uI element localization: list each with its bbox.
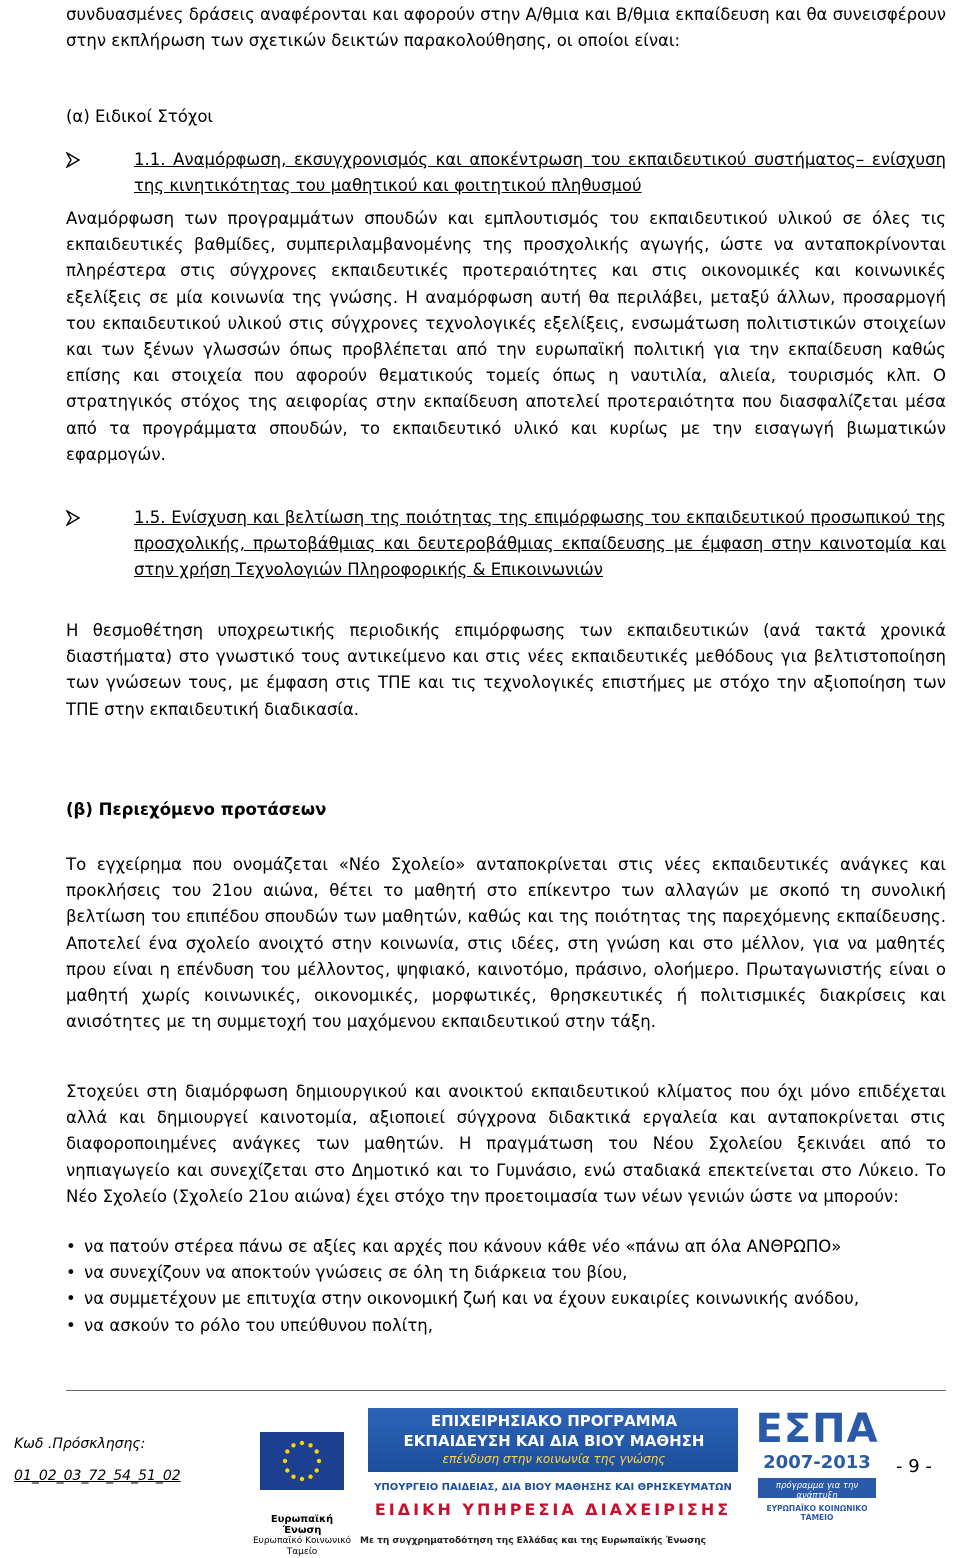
page-footer: [0, 1392, 960, 1558]
bullet-item-1-1: [66, 147, 946, 201]
ministry-name: ΥΠΟΥΡΓΕΙΟ ΠΑΙΔΕΙΑΣ, ΔΙΑ ΒΙΟΥ ΜΑΘΗΣΗΣ ΚΑΙ ΘΡΗΣΚΕΥΜΑΤΩΝ: [374, 1482, 732, 1493]
arrow-bullet-icon: [66, 505, 86, 534]
espa-years: 2007-2013: [763, 1452, 871, 1473]
eu-caption-subtitle: Ευρωπαϊκό Κοινωνικό Ταμείο: [252, 1536, 352, 1557]
list-item: • να πατούν στέρεα πάνω σε αξίες και αρχές που κάνουν κάθε νέο «πάνω απ όλα ΑΝΘΡΩΠΟ»: [66, 1234, 946, 1260]
cofunding-note: Με τη συγχρηματοδότηση της Ελλάδας και της Ευρωπαϊκής Ένωσης: [360, 1536, 706, 1546]
paragraph-goals: Στοχεύει στη διαμόρφωση δημιουργικού και ανοικτού εκπαιδευτικού κλίματος που όχι μόνο επιδέχεται αλλά και δημιουργεί καινοτομία, αξιοποιεί σύγχρονα διδακτικά εργαλεία και ανταποκρίνεται στις διαφοροποιημένες ανάγκες των μαθητών. Η πραγμάτωση του Νέου Σχολείου ξεκινάει από το νηπιαγωγείο και συνεχίζεται στο Δημοτικό και το Γυμνάσιο, ενώ σταδιακά επεκτείνεται στο Λύκειο. Το Νέο Σχολείο (Σχολείο 21ου αιώνα) έχει στόχο την προετοιμασία των νέων γενιών ώστε να μπορούν:: [66, 1082, 946, 1206]
bullet-2-text: 1.5. Ενίσχυση και βελτίωση της ποιότητας της επιμόρφωσης του εκπαιδευτικού προσωπικού της προσχολικής, πρωτοβάθμιας και δευτεροβάθμιας εκπαίδευσης με έμφαση στην καινοτομία και στην χρήση Τεχνολογιών Πληροφορικής & Επικοινωνιών: [134, 508, 946, 580]
eu-caption-title: Ευρωπαϊκή Ένωση: [270, 1514, 334, 1536]
list-item: • να συνεχίζουν να αποκτούν γνώσεις σε όλη τη διάρκεια του βίου,: [66, 1260, 946, 1286]
espa-title: ΕΣΠΑ: [755, 1406, 879, 1452]
eu-caption: [252, 1514, 352, 1558]
list-item: • να συμμετέχουν με επιτυχία στην οικονομική ζωή και να έχουν ευκαιρίες κοινωνικής ανόδου,: [66, 1286, 946, 1312]
call-code-label: Κωδ .Πρόσκλησης:: [14, 1436, 146, 1452]
arrow-bullet-icon: [66, 147, 86, 176]
paragraph-curriculum: Αναμόρφωση των προγραμμάτων σπουδών και εμπλουτισμός του εκπαιδευτικού υλικού σε όλες τις εκπαιδευτικές βαθμίδες, συμπεριλαμβανομένης της προσχολικής αγωγής, ώστε να ανταποκρίνονται πληρέστερα στις σύγχρονες εκπαιδευτικές προτεραιότητες και στις οικονομικές και κοινωνικές εξελίξεις σε μία κοινωνία της γνώσης. Η αναμόρφωση αυτή θα περιλάβει, μεταξύ άλλων, προσαρμογή του εκπαιδευτικού υλικού στις σύγχρονες τεχνολογικές εξελίξεις, ενσωμάτωση πολιτιστικών στοιχείων και των ξένων γλωσσών όπως προβλέπεται από την ευρωπαϊκή πολιτική για την εκπαίδευση καθώς επίσης και στοιχεία που αφορούν θεματικούς τομείς όπως η ναυτιλία, αλιεία, τουρισμός κλπ. Ο στρατηγικός στόχος της αειφορίας στην εκπαίδευση αποτελεί προτεραιότητα που διασφαλίζεται μέσα από τα προγράμματα σπουδών, το εκπαιδευτικό υλικό και κυρίως με την εισαγωγή βιωματικών εφαρμογών.: [66, 209, 946, 464]
paragraph-training: Η θεσμοθέτηση υποχρεωτικής περιοδικής επιμόρφωσης των εκπαιδευτικών (ανά τακτά χρονικά διαστήματα) στο γνωστικό τους αντικείμενο και στις νέες εκπαιδευτικές μεθόδους για βελτιστοποίηση των γνώσεων τους, με έμφαση στις ΤΠΕ και τις τεχνολογικές επιστήμες με στόχο την αξιοποίηση των ΤΠΕ στην εκπαιδευτική διαδικασία.: [66, 621, 946, 719]
program-logo: [368, 1402, 738, 1527]
program-slogan: επένδυση στην κοινωνία της γνώσης: [442, 1452, 666, 1466]
bullet-item-1-5: [66, 505, 946, 615]
eu-flag-logo: [252, 1414, 352, 1514]
footer-divider: [66, 1390, 946, 1391]
espa-fund: ΕΥΡΩΠΑΪΚΟ ΚΟΙΝΩΝΙΚΟ ΤΑΜΕΙΟ: [766, 1504, 868, 1522]
heading-specific-goals: (α) Ειδικοί Στόχοι: [66, 107, 213, 126]
managing-authority-name: ΕΙΔΙΚΗ ΥΠΗΡΕΣΙΑ ΔΙΑΧΕΙΡΙΣΗΣ: [374, 1500, 732, 1519]
espa-slogan: πρόγραμμα για την ανάπτυξη: [775, 1481, 859, 1501]
program-title-line2: ΕΚΠΑΙΔΕΥΣΗ ΚΑΙ ΔΙΑ ΒΙΟΥ ΜΑΘΗΣΗ: [403, 1432, 705, 1450]
heading-proposal-content: (β) Περιεχόμενο προτάσεων: [66, 800, 327, 819]
espa-logo: [752, 1406, 882, 1526]
goals-list: [66, 1234, 946, 1339]
intro-paragraph: συνδυασμένες δράσεις αναφέρονται και αφορούν στην Α/θμια και Β/θμια εκπαίδευση και θα συνεισφέρουν στην εκπλήρωση των σχετικών δεικτών παρακολούθησης, οι οποίοι είναι:: [66, 5, 946, 51]
paragraph-new-school: Το εγχείρημα που ονομάζεται «Νέο Σχολείο» ανταποκρίνεται στις νέες εκπαιδευτικές ανάγκες και προκλήσεις του 21ου αιώνα, θέτει το μαθητή στο επίκεντρο των αλλαγών με σκοπό τη συνολική βελτίωση του επιπέδου σπουδών των μαθητών, καθώς και της ποιότητας της παρεχόμενης εκπαίδευσης. Αποτελεί ένα σχολείο ανοιχτό στην κοινωνία, στις ιδέες, στη γνώση και στο μέλλον, για να μαθητές πρου είναι η επένδυση του μέλλοντος, ψηφιακό, καινοτόμο, πράσινο, ολοήμερο. Πρωταγωνιστής είναι ο μαθητή χωρίς κοινωνικές, οικονομικές, μορφωτικές, θρησκευτικές ή πολιτισμικές διακρίσεις και ανισότητες με τη συμμετοχή του μαχόμενου εκπαιδευτικού στην τάξη.: [66, 855, 946, 1032]
list-item: • να ασκούν το ρόλο του υπεύθυνου πολίτη,: [66, 1313, 946, 1339]
page-number: - 9 -: [896, 1456, 932, 1477]
program-title-line1: ΕΠΙΧΕΙΡΗΣΙΑΚΟ ΠΡΟΓΡΑΜΜΑ: [430, 1412, 678, 1430]
bullet-1-text: 1.1. Αναμόρφωση, εκσυγχρονισμός και αποκέντρωση του εκπαιδευτικού συστήματος– ενίσχυση της κινητικότητας του μαθητικού και φοιτητικού πληθυσμού: [134, 150, 946, 196]
call-code-value: 01_02_03_72_54_51_02: [14, 1468, 181, 1484]
